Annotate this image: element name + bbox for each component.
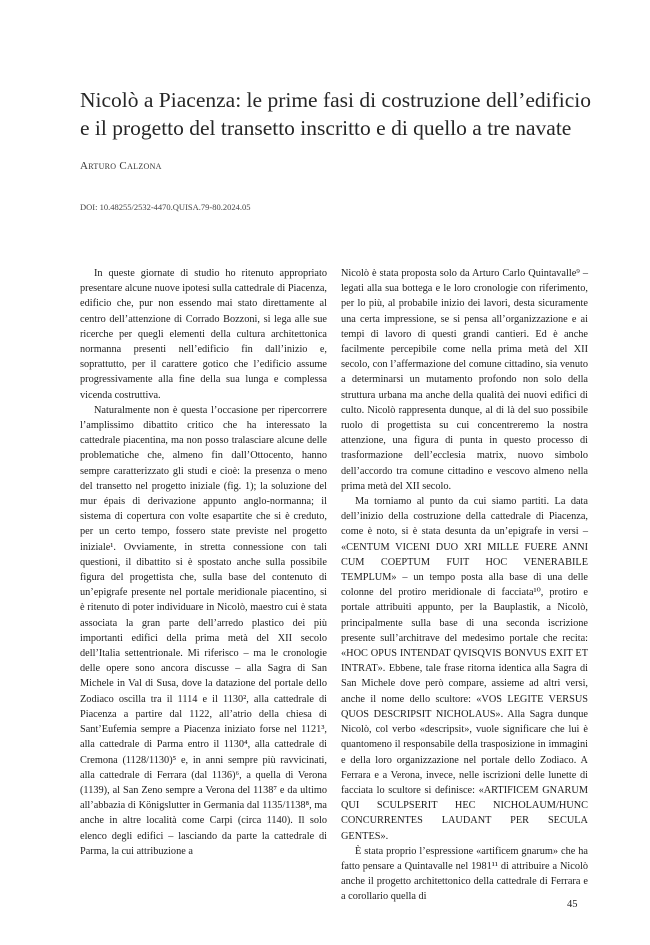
paragraph: In queste giornate di studio ho ritenuto appropriato presentare alcune nuove ipotesi sulla cattedrale di Piacenza, edificio che, pur non essendo mai stato direttamente al centro dell’attenzione di Corrado Bozzoni, si lega alle sue ricerche per quegli elementi della cultura architettonica normanna presenti nell’edificio fin dall’inizio e, soprattutto, per il carattere gotico che l’edificio assume progressivamente alla fine della sua lunga e complessa vicenda costruttiva. bbox=[80, 268, 327, 401]
doi-link[interactable]: DOI: 10.48255/2532-4470.QUISA.79-80.2024.05 bbox=[80, 202, 251, 212]
article-author: Arturo Calzona bbox=[80, 160, 162, 172]
article-title-line-1: Nicolò a Piacenza: le prime fasi di costruzione dell’edificio bbox=[80, 88, 592, 112]
paragraph: Ma torniamo al punto da cui siamo partiti. La data dell’inizio della costruzione della cattedrale di Piacenza, come è noto, si è stata desunta da un’epigrafe in versi – «CENTUM VICENI DUO XRI MILLE FUERE ANNI CUM COEPTUM FUIT HOC VENERABILE TEMPLUM» – un tempo posta alla base di una delle colonne del protiro meridionale di facciata¹⁰, protiro e portale attribuiti appunto, per la Bauplastik, a Nicolò, principalmente sulla base di una seconda iscrizione presente sull’architrave del medesimo portale che recita: «HOC OPUS INTENDAT QVISQVIS BONVUS EXIT ET INTRAT». Ebbene, tale frase ritorna identica alla Sagra di San Michele dove però compare, assieme ad altri versi, anche il nome dello scultore: «VOS LEGITE VERSUS QUOS DESCRIPSIT NICHOLAUS». Alla Sagra dunque Nicolò, col verbo «descripsit», vuole significare che lui è quantomeno il responsabile della trasposizione in immagini e della loro organizzazione nel portale dello Zodiaco. A Ferrara e a Verona, invece, nelle iscrizioni delle lunette di facciata lo scultore si definisce: «ARTIFICEM GNARUM QUI SCULPSERIT HEC NICHOLAUM/HUNC CONCURRENTES LAUDANT PER SECULA GENTES». bbox=[341, 496, 588, 842]
body-column-right bbox=[341, 266, 588, 905]
article-title bbox=[80, 86, 620, 142]
paragraph: È stata proprio l’espressione «artificem gnarum» che ha fatto pensare a Quintavalle nel 1981¹¹ di attribuire a Nicolò anche il progetto architettonico della cattedrale di Ferrara e a corollario quella di bbox=[341, 845, 588, 903]
page-number: 45 bbox=[567, 899, 578, 910]
body-column-left bbox=[80, 266, 327, 859]
paragraph: Naturalmente non è questa l’occasione per ripercorrere l’amplissimo dibattito critico che ha interessato la cattedrale piacentina, ma non posso tralasciare alcune delle problematiche che, almeno fin dall’Ottocento, hanno sempre caratterizzato gli studi e cioè: la presenza o meno del transetto nel progetto iniziale (fig. 1); la soluzione del mur épais di derivazione appunto anglo-normanna; il sistema di copertura con volte esapartite che si è creduto, per un certo tempo, fossero state previste nel progetto iniziale¹. Ovviamente, in stretta connessione con tali questioni, il dibattito si è spostato anche sulla possibile figura del progettista che, sulla base del contenuto di un’epigrafe presente nel portale meridionale piacentino, si è ritenuto di poter individuare in Nicolò, maestro cui è stata associata la gran parte dell’arredo plastico dei più importanti edifici della prima metà del XII secolo dell’Italia settentrionale. Mi riferisco – ma le cronologie delle opere sono ancora discusse – alla Sagra di San Michele in Val di Susa, dove la datazione del portale dello Zodiaco oscilla tra il 1114 e il 1130², alla cattedrale di Piacenza a partire dal 1122, all’atrio della chiesa di Sant’Eufemia sempre a Piacenza iniziato forse nel 1121³, alla cattedrale di Parma entro il 1130⁴, alla cattedrale di Cremona (1128/1130)⁵ e, in anni sempre più ravvicinati, alla cattedrale di Ferrara (dal 1136)⁶, a quella di Verona (1139), al San Zeno sempre a Verona del 1138⁷ e da ultimo all’abbazia di Königslutter in Germania dal 1135/1138⁸, ma anche in altre località come Carpi (circa 1140). Il solo elenco degli edifici – lasciando da parte la cattedrale di Parma, la cui attribuzione a bbox=[80, 404, 327, 857]
paragraph: Nicolò è stata proposta solo da Arturo Carlo Quintavalle⁹ – legati alla sua bottega e le loro cronologie con riferimento, per lo più, al probabile inizio dei lavori, desta sicuramente una certa impressione, se si pensa all’organizzazione e ai tempi di lavoro di questi grandi cantieri. Ed è anche facilmente percepibile come nella prima metà del XII secolo, con l’affermazione del comune cittadino, sia venuto a determinarsi un mutamento profondo non solo della struttura urbana ma anche della qualità dei nuovi edifici di culto. Nicolò rappresenta dunque, al di là del suo possibile ruolo di progettista su cui concentreremo la nostra attenzione, una figura di punta in questo processo di trasformazione dell’ecclesia matrix, nuovo simbolo dell’accordo tra comune cittadino e vescovo almeno nella prima metà del XII secolo. bbox=[341, 268, 588, 492]
article-title-line-2: e il progetto del transetto inscritto e di quello a tre navate bbox=[80, 116, 572, 140]
